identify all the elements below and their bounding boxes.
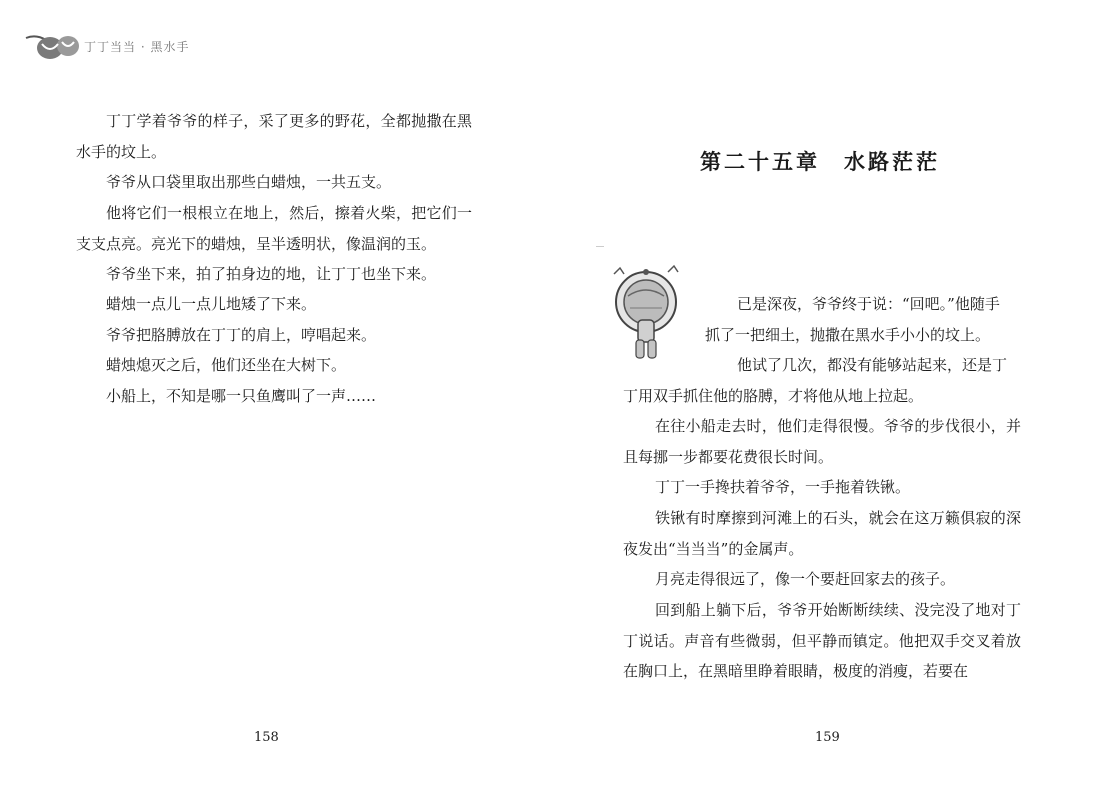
astronaut-illustration xyxy=(600,262,692,370)
paragraph: 爷爷坐下来，拍了拍身边的地，让丁丁也坐下来。 xyxy=(106,265,437,283)
paragraph: 丁丁学着爷爷的样子，采了更多的野花，全都抛撒在黑水手的坟上。 xyxy=(76,112,472,161)
paragraph: 爷爷从口袋里取出那些白蜡烛，一共五支。 xyxy=(106,173,392,191)
paragraph: 铁锹有时摩擦到河滩上的石头，就会在这万籁俱寂的深夜发出“当当当”的金属声。 xyxy=(623,509,1021,558)
paragraph: 蜡烛熄灭之后，他们还坐在大树下。 xyxy=(106,356,347,374)
paragraph: 丁丁一手搀扶着爷爷，一手拖着铁锹。 xyxy=(655,478,911,496)
paragraph: 爷爷把胳膊放在丁丁的肩上，哼唱起来。 xyxy=(106,326,377,344)
paragraph-line: 抓了一把细土，抛撒在黑水手小小的坟上。 xyxy=(705,326,991,344)
page-number: 158 xyxy=(254,730,279,745)
gourd-icon xyxy=(24,30,84,62)
paragraph: 小船上，不知是哪一只鱼鹰叫了一声…… xyxy=(106,387,377,405)
paragraph-line: 丁用双手抓住他的胳膊，才将他从地上拉起。 xyxy=(623,387,924,405)
book-title: 丁丁当当 · 黑水手 xyxy=(84,40,190,54)
page-number: 159 xyxy=(815,730,840,745)
chapter-title: 第二十五章 水路茫茫 xyxy=(700,149,940,174)
paragraph: 他将它们一根根立在地上，然后，擦着火柴，把它们一支支点亮。亮光下的蜡烛，呈半透明状，像温润的玉。 xyxy=(76,204,472,253)
paragraph: 回到船上躺下后，爷爷开始断断续续、没完没了地对丁丁说话。声音有些微弱，但平静而镇定。他把双手交叉着放在胸口上，在黑暗里睁着眼睛，极度的消瘦，若要在 xyxy=(623,601,1021,680)
divider xyxy=(596,246,604,247)
paragraph: 月亮走得很远了，像一个要赶回家去的孩子。 xyxy=(655,570,956,588)
paragraph-line: 已是深夜，爷爷终于说：“回吧。”他随手 xyxy=(737,295,1000,313)
paragraph: 在往小船走去时，他们走得很慢。爷爷的步伐很小，并且每挪一步都要花费很长时间。 xyxy=(623,417,1021,466)
paragraph: 蜡烛一点儿一点儿地矮了下来。 xyxy=(106,295,317,313)
paragraph-line: 他试了几次，都没有能够站起来，还是丁 xyxy=(737,356,1008,374)
